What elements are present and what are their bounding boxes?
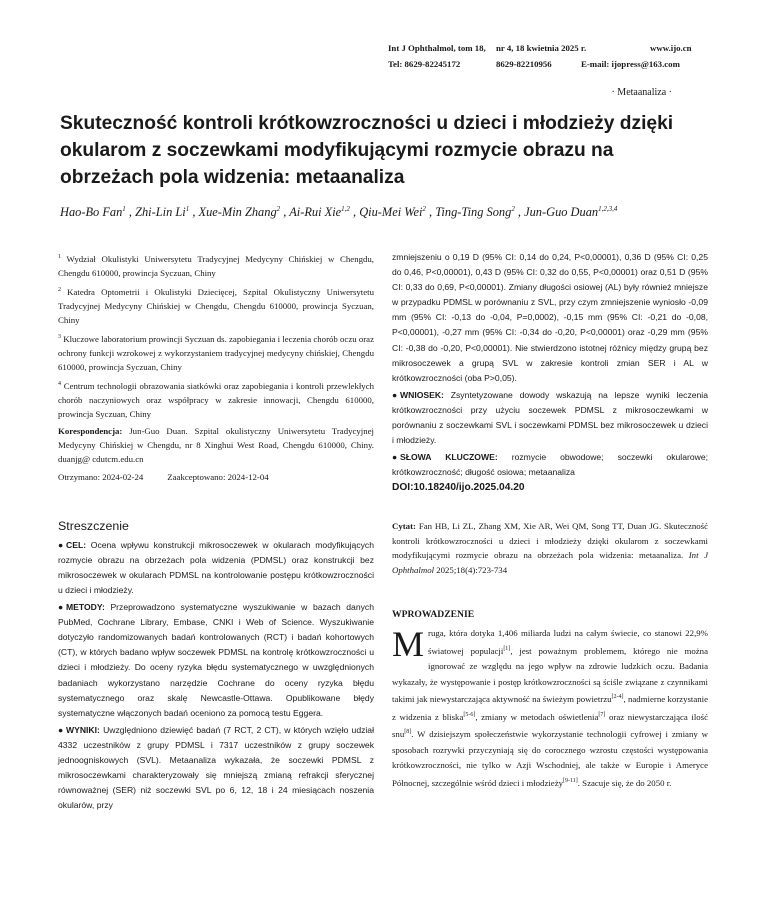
author-affiliation-sup: 1,2,3,4 bbox=[598, 205, 618, 213]
author-affiliation-sup: 1 bbox=[122, 205, 126, 213]
ref-5[interactable]: [8] bbox=[404, 729, 412, 736]
section-tag: · Metaanaliza · bbox=[611, 87, 672, 98]
intro-text-b: , jest poważnym problemem, którego nie można ignorować ze względu na jego wpływ na zdrowie ludzkich oczu. Badania wykazały, że występowanie i postęp krótkowzroczności są ściśle związane z czynnikami takimi jak niewystarczająca aktywność na świeżym powietrzu bbox=[392, 645, 708, 705]
aim-text: Ocena wpływu konstrukcji mikrosoczewek w okularach modyfikujących rozmycie obrazu na obrzeżach pola widzenia (PDMSL) oraz konstrukcji bez mikrosoczewek w okularach PDMSL na kontrolowanie postępu krótkowzroczności u dzieci i młodzieży. bbox=[58, 539, 374, 595]
abstract-keywords: ● SŁOWA KLUCZOWE: rozmycie obwodowe; soczewki okularowe; krótkowzroczność; długość osiowa; metaanaliza bbox=[392, 452, 708, 478]
author-name: Jun-Guo Duan bbox=[524, 205, 599, 220]
left-column bbox=[58, 250, 374, 815]
affiliation-number: 3 bbox=[58, 333, 61, 340]
author-name: Zhi-Lin Li bbox=[135, 205, 186, 220]
received-date: Otrzymano: 2024-02-24 bbox=[58, 471, 144, 482]
journal-issue: nr 4, 18 kwietnia 2025 r. bbox=[496, 43, 587, 53]
citation-label: Cytat: bbox=[392, 521, 416, 532]
right-column bbox=[392, 250, 708, 791]
intro-text-f: . W dzisiejszym społeczeństwie wykorzystanie technologii cyfrowej i zmiany w sposobach rozrywki przyczyniają się do corocznego wzrostu częstości występowania krótkowzroczności, nie tylko w Azji Wschodniej, ale także w Europie i Ameryce Północnej, szczególnie wśród dzieci i młodzieży bbox=[392, 729, 708, 788]
abstract-results: ● WYNIKI: Uwzględniono dziewięć badań (7 RCT, 2 CT), w których wzięło udział 4332 uczestników z grupy PDMSL i 7317 uczestników z grupy soczewek jednoogniskowych (SVL). Metaanaliza wykazała, że soczewki PDMSL z mikrosoczewkami charakteryzowały się mniejszą zmianą refrakcji sferycznej równoważnej (SER) niż soczewki SVL po 6, 12, 18 i 24 miesiącach noszenia okularów, przy bbox=[58, 724, 374, 811]
affiliation-number: 4 bbox=[58, 380, 61, 387]
affiliation bbox=[58, 283, 374, 327]
ref-1[interactable]: [1] bbox=[503, 645, 511, 652]
journal-tel-1: Tel: 8629-82245172 bbox=[388, 59, 461, 69]
author-name: Qiu-Mei Wei bbox=[359, 205, 423, 220]
author-affiliation-sup: 2 bbox=[511, 205, 515, 213]
ref-2[interactable]: [2-4] bbox=[611, 694, 624, 701]
journal-website[interactable]: www.ijo.cn bbox=[650, 43, 692, 53]
author-separator: , bbox=[125, 205, 136, 220]
affiliation-number: 2 bbox=[58, 286, 61, 293]
author-separator: , bbox=[189, 205, 199, 220]
affiliation-number: 1 bbox=[58, 254, 61, 260]
intro-text-c: , nadmierne korzystanie z widzenia z bliska bbox=[392, 694, 708, 722]
results-text: Uwzględniono dziewięć badań (7 RCT, 2 CT), w których wzięło udział 4332 uczestników z grupy PDMSL i 7317 uczestników z grupy soczewek jednoogniskowych (SVL). Metaanaliza wykazała, że soczewki PDMSL z mikrosoczewkami charakteryzowały się mniejszą zmianą refrakcji sferycznej równoważnej (SER) niż soczewki SVL po 6, 12, 18 i 24 miesiącach noszenia okularów, przy bbox=[58, 724, 374, 811]
author-name: Hao-Bo Fan bbox=[60, 205, 123, 220]
journal-tel-2: 8629-82210956 bbox=[496, 59, 552, 69]
author-name: Xue-Min Zhang bbox=[198, 205, 277, 220]
author-separator: , bbox=[280, 205, 290, 220]
abstract-results-continued bbox=[392, 250, 708, 386]
correspondence bbox=[58, 424, 374, 466]
methods-label: METODY: bbox=[66, 602, 105, 613]
article-title: Skuteczność kontroli krótkowzroczności u dzieci i młodzieży dzięki okularom z soczewkami modyfikującymi rozmycie obrazu na obrzeżach pola widzenia: metaanaliza bbox=[60, 113, 674, 188]
article-dates bbox=[58, 470, 374, 484]
author-affiliation-sup: 2 bbox=[422, 205, 426, 213]
methods-text: Przeprowadzono systematyczne wyszukiwanie w bazach danych PubMed, Cochrane Library, Embase, CNKI i Web of Science. Wyszukiwanie dotyczyło randomizowanych badań kontrolowanych (RCT) i badań kohortowych (CT), w których badano wpływ soczewek PDMSL na kontrolę krótkowzroczności u dzieci i młodzieży. Do oceny ryzyka błędu systematycznego w uwzględnionych badaniach wykorzystano narzędzie Cochrane do oceny ryzyka błędu systematycznego oraz skalę Newcastle-Ottawa. Opublikowane błędy systematyczne włączonych badań oceniono za pomocą testu Eggera. bbox=[58, 602, 374, 718]
intro-text-g: . Szacuje się, że do 2050 r. bbox=[577, 777, 672, 788]
introduction-heading: WPROWADZENIE bbox=[392, 609, 475, 621]
journal-email[interactable]: E-mail: ijopress@163.com bbox=[581, 59, 680, 69]
author-affiliation-sup: 2 bbox=[276, 205, 281, 213]
correspondence-label: Korespondencja: bbox=[58, 425, 123, 436]
abstract-methods: ● METODY: Przeprowadzono systematyczne wyszukiwanie w bazach danych PubMed, Cochrane Library, Embase, CNKI i Web of Science. Wyszukiwanie dotyczyło randomizowanych badań kontrolowanych (RCT) i badań kohortowych (CT), w których badano wpływ soczewek PDMSL na kontrolę krótkowzroczności u dzieci i młodzieży. Do oceny ryzyka błędu systematycznego w uwzględnionych badaniach wykorzystano narzędzie Cochrane do oceny ryzyka błędu systematycznego oraz skalę Newcastle-Ottawa. Opublikowane błędy systematyczne włączonych badań oceniono za pomocą testu Eggera. bbox=[58, 602, 374, 718]
author-name: Ting-Ting Song bbox=[435, 205, 512, 220]
journal-masthead bbox=[388, 40, 706, 72]
affiliation-text: Wydział Okulistyki Uniwersytetu Tradycyjnej Medycyny Chińskiej w Chengdu, Chengdu 610000, prowincja Syczuan, Chiny bbox=[58, 253, 374, 278]
results-cont-1: zmniejszeniu o 0,19 D (95% CI: 0,14 do 0,24, P<0,00001), 0,36 D (95% CI: 0,25 do 0,46, P<0,00001), 0,43 D (95% CI: 0,32 do 0,55, P<0,00001) oraz 0,51 D (95% CI: 0,33 do 0,69, P<0,00001). Zmiany długości osiowej (AL) były również mniejsze w przypadku PDMSL w porównaniu z SVL, przy czym zmniejszenie wyniosło -0,09 mm (95% CI: -0,13 do -0,04, P=0,0002), bbox=[392, 252, 708, 323]
aim-label: CEL: bbox=[66, 539, 87, 550]
ref-4[interactable]: [7] bbox=[598, 711, 606, 718]
author-name: Ai-Rui Xie bbox=[289, 205, 342, 220]
affiliations bbox=[58, 250, 374, 421]
citation-journal: Int J Ophthalmol bbox=[392, 550, 708, 575]
ref-3[interactable]: [5-6] bbox=[463, 711, 476, 718]
intro-text-e: oraz niewystarczająca ilość snu bbox=[392, 711, 708, 740]
results-cont-2: -0,15 mm (95% CI: -0,21 do -0,08, P<0,00001), -0,27 mm (95% CI: -0,34 do -0,20, P<0,00001) oraz -0,29 mm (95% CI: -0,38 do -0,20, P<0,00001). Nie stwierdzono istotnej różnicy między grupą bez mikrosoczewek a grupą SVL w zakresie kontroli zmian SER i AL w krótkowzroczności (oba P>0,05). bbox=[392, 312, 709, 383]
author-affiliation-sup: 1,2 bbox=[341, 205, 350, 213]
results-label: WYNIKI: bbox=[66, 724, 100, 735]
abstract-heading: Streszczenie bbox=[58, 518, 129, 533]
drop-cap: M bbox=[392, 624, 425, 665]
ref-6[interactable]: [9-11] bbox=[563, 777, 578, 784]
citation-text: Fan HB, Li ZL, Zhang XM, Xie AR, Wei QM, Song TT, Duan JG. Skuteczność kontroli krótkowzroczności u dzieci i młodzieży dzięki okularom z soczewkami modyfikującymi rozmycie obrazu na obrzeżach pola widzenia: metaanaliza. bbox=[392, 521, 708, 561]
introduction-paragraph bbox=[392, 626, 708, 791]
author-separator: , bbox=[425, 205, 436, 220]
author-separator: , bbox=[349, 205, 360, 220]
affiliation-text: Katedra Optometrii i Okulistyki Dziecięcej, Szpital Okulistyczny Uniwersytetu Tradycyjnej Medycyny Chińskiej w Chengdu, Chengdu 610000, prowincja Syczuan, Chiny bbox=[58, 286, 374, 325]
intro-text-a: ruga, która dotyka 1,406 miliarda ludzi na całym świecie, co stanowi 22,9% światowej populacji bbox=[428, 628, 708, 656]
journal-volume: Int J Ophthalmol, tom 18, bbox=[388, 43, 486, 53]
author-separator: , bbox=[514, 205, 525, 220]
correspondence-text: Jun-Guo Duan. Szpital okulistyczny Uniwersytetu Tradycyjnej Medycyny Chińskiej w Chengdu, nr 8 Xinghui West Road, Chengdu 610000, Chiny. duanjg@ cdutcm.edu.cn bbox=[58, 425, 374, 464]
abstract-conclusion: ● WNIOSEK: Zsyntetyzowane dowody wskazują na lepsze wyniki leczenia krótkowzroczności przy użyciu soczewek PDMSL z mikrosoczewkami w porównaniu z soczewkami SVL i soczewkami PDMSL bez mikrosoczewek u dzieci i młodzieży. bbox=[392, 389, 708, 446]
keywords-text: rozmycie obwodowe; soczewki okularowe; krótkowzroczność; długość osiowa; metaanaliza bbox=[392, 452, 708, 478]
abstract-aim: ● CEL: Ocena wpływu konstrukcji mikrosoczewek w okularach modyfikujących rozmycie obrazu na obrzeżach pola widzenia (PDMSL) oraz konstrukcji bez mikrosoczewek w okularach PDMSL na kontrolowanie postępu krótkowzroczności u dzieci i młodzieży. bbox=[58, 539, 374, 595]
citation-ref: 2025;18(4):723-734 bbox=[436, 564, 508, 575]
affiliation bbox=[58, 330, 374, 374]
conclusion-label: WNIOSEK: bbox=[400, 389, 444, 400]
conclusion-text: Zsyntetyzowane dowody wskazują na lepsze wyniki leczenia krótkowzroczności przy użyciu soczewek PDMSL z mikrosoczewkami w porównaniu z soczewkami SVL i soczewkami PDMSL bez mikrosoczewek u dzieci i młodzieży. bbox=[392, 389, 708, 446]
affiliation bbox=[58, 250, 374, 280]
accepted-date: Zaakceptowano: 2024-12-04 bbox=[167, 471, 269, 482]
citation bbox=[392, 519, 708, 577]
author-list bbox=[60, 205, 710, 220]
intro-text-d: , zmiany w metodach oświetlenia bbox=[475, 711, 599, 722]
affiliation-text: Centrum technologii obrazowania siatkówki oraz zapobiegania i kontroli przewlekłych chorób naczyniowych oraz współpracy w zakresie innowacji, Chengdu 610000, prowincja Syczuan, Chiny bbox=[58, 380, 374, 419]
affiliation-text: Kluczowe laboratorium prowincji Syczuan ds. zapobiegania i leczenia chorób oczu oraz ochrony funkcji wzrokowej z wykorzystaniem tradycyjnej medycyny chińskiej, Chengdu 610000, prowincja Syczuan, Chiny bbox=[58, 333, 374, 372]
affiliation bbox=[58, 377, 374, 421]
doi[interactable]: DOI:10.18240/ijo.2025.04.20 bbox=[392, 482, 525, 494]
keywords-label: SŁOWA KLUCZOWE: bbox=[400, 452, 498, 463]
author-affiliation-sup: 1 bbox=[185, 205, 190, 213]
